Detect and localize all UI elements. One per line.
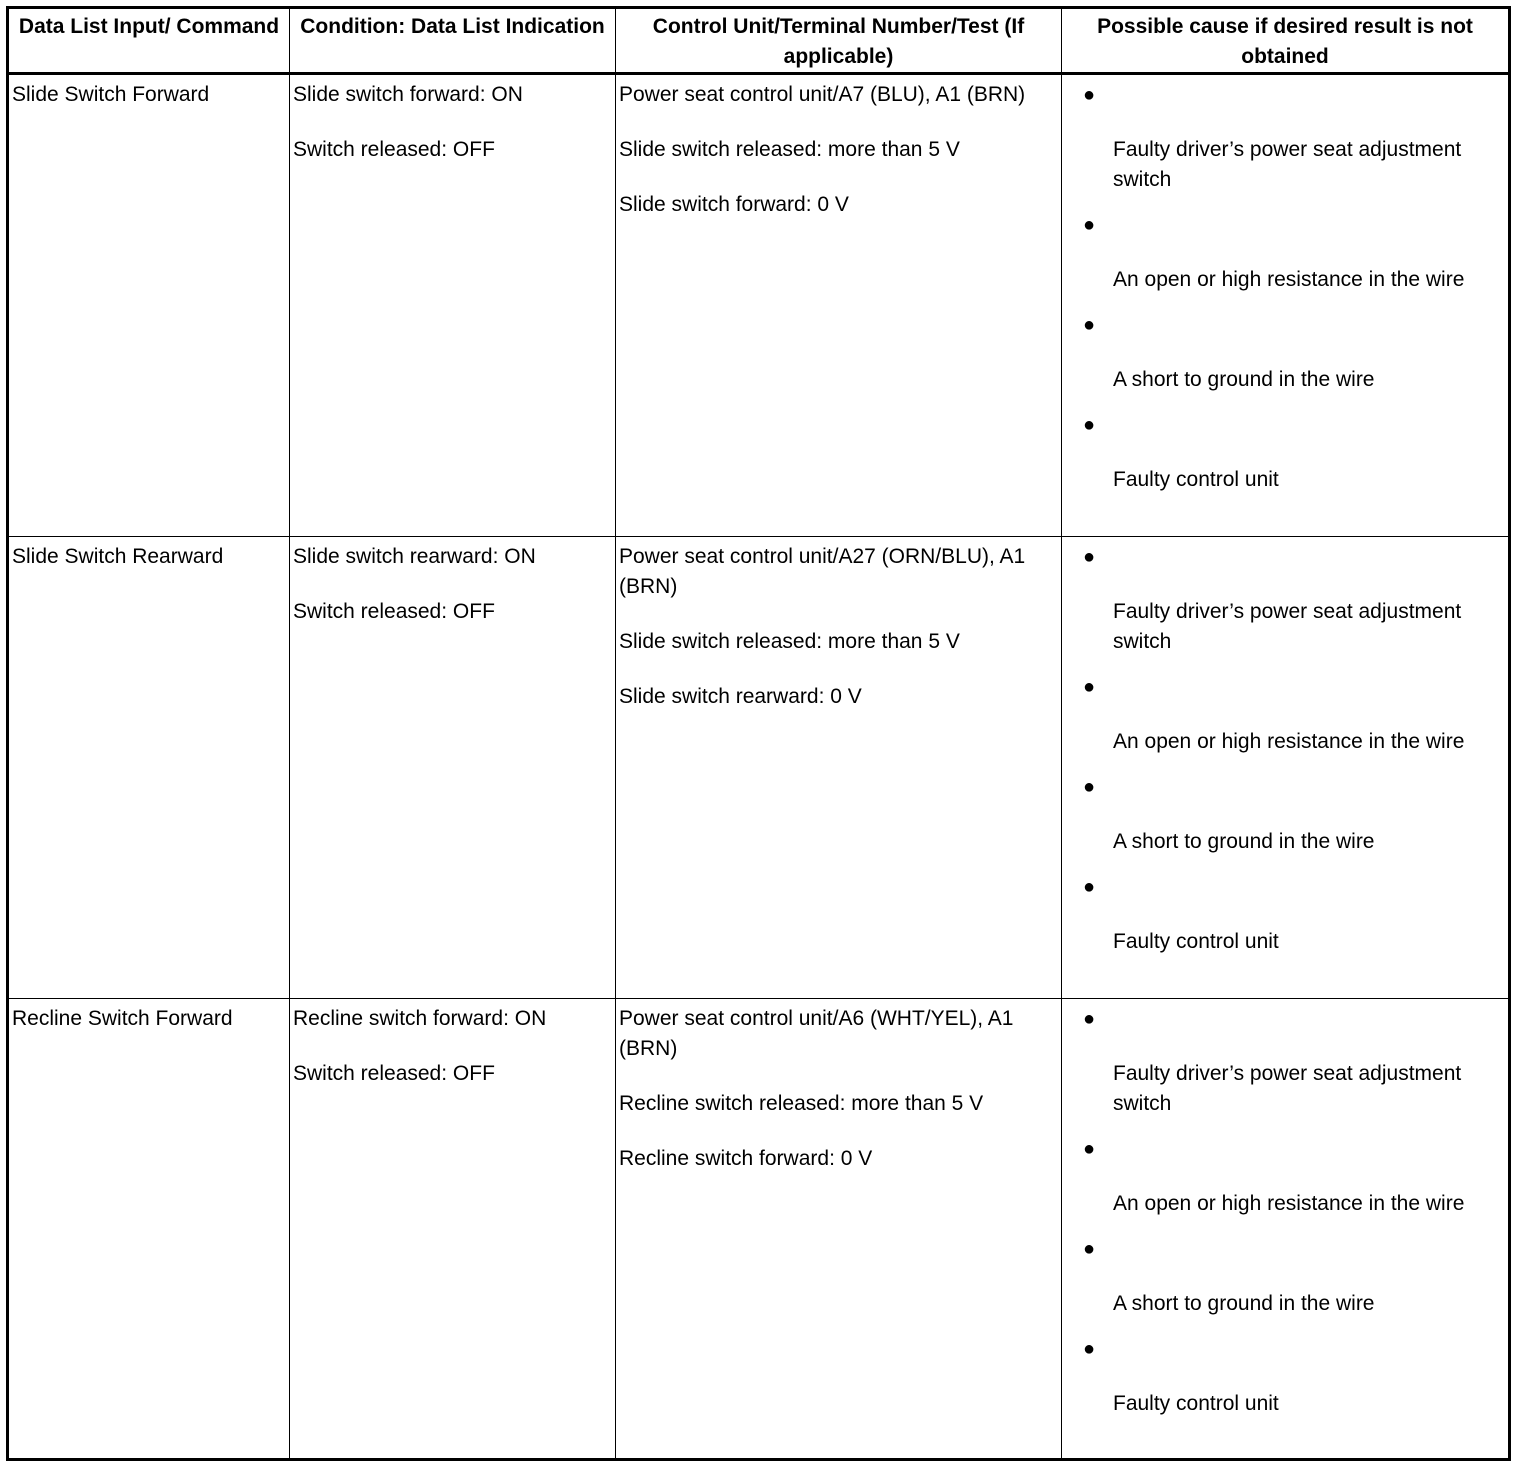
cause-list-item <box>1062 542 1508 672</box>
cause-text: An open or high resistance in the wire <box>1113 268 1465 291</box>
cause-text: Faulty driver’s power seat adjustment switch <box>1113 1062 1462 1115</box>
cause-text: A short to ground in the wire <box>1113 368 1375 391</box>
bullet-icon: ● <box>1083 1008 1096 1030</box>
input-command-text: Slide Switch Rearward <box>12 545 224 568</box>
possible-cause-cell <box>1062 999 1510 1460</box>
header-test: Control Unit/Terminal Number/Test (If applicable) <box>616 8 1062 74</box>
cause-text: A short to ground in the wire <box>1113 1292 1375 1315</box>
cause-text: An open or high resistance in the wire <box>1113 730 1465 753</box>
input-command-text: Slide Switch Forward <box>12 83 210 106</box>
condition-text: Slide switch rearward: ON <box>293 545 536 568</box>
cause-list-item <box>1062 872 1508 972</box>
condition-text: Switch released: OFF <box>293 600 495 623</box>
cause-text: Faulty control unit <box>1113 1392 1279 1415</box>
data-list-table <box>6 6 1511 1461</box>
possible-cause-cell <box>1062 74 1510 537</box>
header-row <box>8 8 1510 74</box>
header-possible-cause: Possible cause if desired result is not obtained <box>1062 8 1510 74</box>
bullet-icon: ● <box>1083 1138 1096 1160</box>
input-command-cell <box>8 74 290 537</box>
bullet-icon: ● <box>1083 314 1096 336</box>
condition-text: Switch released: OFF <box>293 1062 495 1085</box>
cause-text: Faulty driver’s power seat adjustment switch <box>1113 138 1462 191</box>
table-row <box>8 74 1510 537</box>
condition-text: Slide switch forward: ON <box>293 83 523 106</box>
bullet-icon: ● <box>1083 414 1096 436</box>
test-cell <box>616 74 1062 537</box>
condition-cell <box>290 74 616 537</box>
test-text: Recline switch forward: 0 V <box>619 1147 873 1170</box>
condition-cell <box>290 999 616 1460</box>
test-text: Slide switch released: more than 5 V <box>619 138 960 161</box>
condition-text: Switch released: OFF <box>293 138 495 161</box>
cause-list-item <box>1062 1334 1508 1434</box>
cause-list-item <box>1062 410 1508 510</box>
cause-list-item <box>1062 772 1508 872</box>
cause-list-item <box>1062 310 1508 410</box>
bullet-icon: ● <box>1083 676 1096 698</box>
cause-list-item <box>1062 672 1508 772</box>
cause-text: An open or high resistance in the wire <box>1113 1192 1465 1215</box>
bullet-icon: ● <box>1083 84 1096 106</box>
bullet-icon: ● <box>1083 876 1096 898</box>
condition-text: Recline switch forward: ON <box>293 1007 547 1030</box>
header-condition: Condition: Data List Indication <box>290 8 616 74</box>
test-text: Slide switch forward: 0 V <box>619 193 849 216</box>
possible-cause-cell <box>1062 537 1510 999</box>
input-command-cell <box>8 537 290 999</box>
bullet-icon: ● <box>1083 1338 1096 1360</box>
table-row <box>8 537 1510 999</box>
bullet-icon: ● <box>1083 214 1096 236</box>
test-text: Power seat control unit/A6 (WHT/YEL), A1 (BRN) <box>619 1007 1014 1060</box>
bullet-icon: ● <box>1083 546 1096 568</box>
bullet-icon: ● <box>1083 776 1096 798</box>
test-text: Slide switch released: more than 5 V <box>619 630 960 653</box>
cause-list-item <box>1062 210 1508 310</box>
input-command-text: Recline Switch Forward <box>12 1007 233 1030</box>
test-cell <box>616 537 1062 999</box>
cause-list-item <box>1062 1134 1508 1234</box>
cause-text: Faulty driver’s power seat adjustment switch <box>1113 600 1462 653</box>
input-command-cell <box>8 999 290 1460</box>
test-text: Slide switch rearward: 0 V <box>619 685 862 708</box>
header-input-command: Data List Input/ Command <box>8 8 290 74</box>
cause-text: A short to ground in the wire <box>1113 830 1375 853</box>
test-text: Recline switch released: more than 5 V <box>619 1092 984 1115</box>
test-cell <box>616 999 1062 1460</box>
table-row <box>8 999 1510 1460</box>
test-text: Power seat control unit/A7 (BLU), A1 (BRN) <box>619 83 1026 106</box>
bullet-icon: ● <box>1083 1238 1096 1260</box>
cause-text: Faulty control unit <box>1113 468 1279 491</box>
test-text: Power seat control unit/A27 (ORN/BLU), A1 (BRN) <box>619 545 1026 598</box>
cause-text: Faulty control unit <box>1113 930 1279 953</box>
condition-cell <box>290 537 616 999</box>
cause-list-item <box>1062 1234 1508 1334</box>
cause-list-item <box>1062 80 1508 210</box>
cause-list-item <box>1062 1004 1508 1134</box>
